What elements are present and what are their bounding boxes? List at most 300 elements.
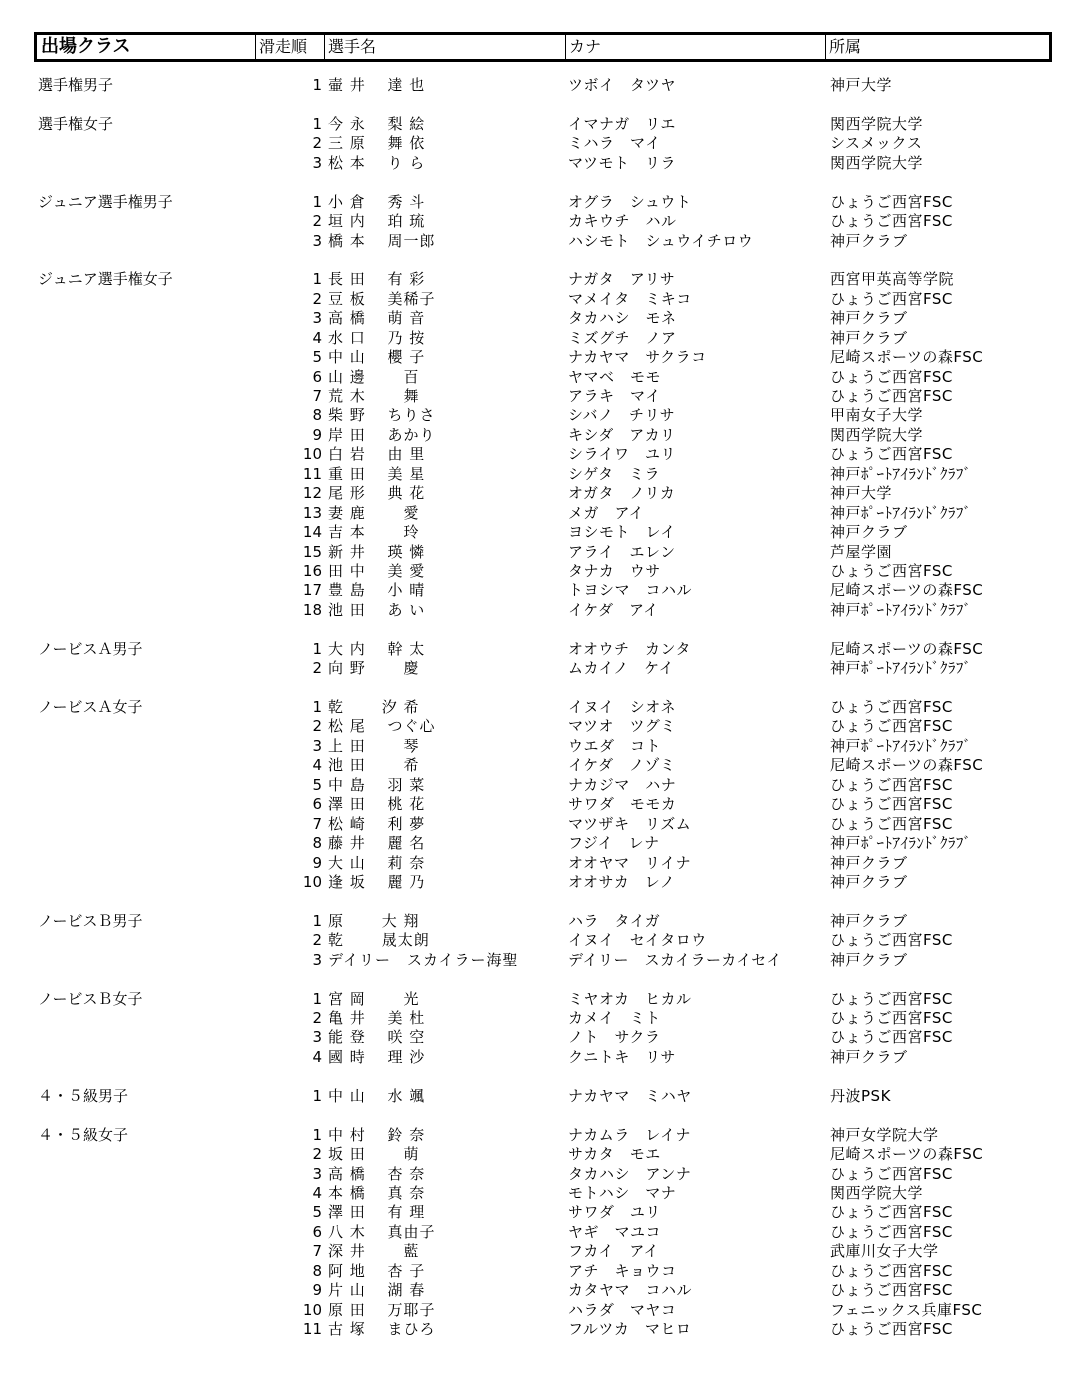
entry-row [0, 1203, 1080, 1222]
skater-kana: イマナガ リエ [568, 114, 676, 133]
skater-name: 小 倉 秀 斗 [328, 192, 426, 211]
skater-affiliation: 関西学院大学 [830, 1183, 924, 1202]
skater-affiliation: ひょうご西宮FSC [830, 775, 953, 794]
skater-name: 國 時 理 沙 [328, 1047, 426, 1066]
skater-name: 柴 野 ちりさ [328, 406, 436, 425]
header-class: 出場クラス [41, 36, 131, 57]
skater-kana: モトハシ マナ [568, 1183, 677, 1202]
skater-kana: ノト サクラ [568, 1028, 661, 1047]
entry-row [0, 154, 1080, 173]
skate-order: 5 [312, 348, 322, 367]
entry-row [0, 640, 1080, 659]
entry-row [0, 601, 1080, 620]
class-label: ノービスＡ男子 [38, 639, 143, 658]
skate-order: 11 [302, 1320, 322, 1338]
skater-name: 今 永 梨 絵 [328, 114, 426, 133]
class-group [0, 76, 1080, 95]
skater-kana: カタヤマ コハル [568, 1281, 693, 1300]
skater-name: 亀 井 美 杜 [328, 1009, 426, 1027]
entry-row [0, 854, 1080, 873]
skater-kana: イケダ ノゾミ [568, 756, 676, 775]
class-label: ４・５級女子 [38, 1125, 129, 1144]
class-label: 選手権女子 [38, 114, 114, 133]
entry-row [0, 504, 1080, 523]
entry-row [0, 1145, 1080, 1164]
entry-row [0, 426, 1080, 445]
skater-name: 垣 内 珀 琉 [328, 212, 426, 231]
entry-row [0, 348, 1080, 367]
skate-order: 4 [312, 756, 322, 775]
skater-affiliation: 神戸クラブ [830, 950, 908, 969]
skate-order: 13 [302, 503, 322, 522]
skate-order: 1 [312, 114, 322, 133]
class-group [0, 640, 1080, 679]
skater-kana: マメイタ ミキコ [568, 289, 692, 308]
entry-row [0, 834, 1080, 853]
skate-order: 8 [312, 834, 322, 853]
skate-order: 11 [302, 464, 322, 483]
skate-order: 7 [312, 387, 322, 405]
skater-kana: サワダ モモカ [568, 795, 677, 814]
skater-affiliation: 甲南女子大学 [830, 406, 924, 425]
skater-affiliation: 神戸ﾎﾟｰﾄｱｲﾗﾝﾄﾞｸﾗﾌﾞ [830, 834, 972, 853]
skate-order: 3 [312, 309, 322, 328]
skater-kana: ミヤオカ ヒカル [568, 989, 692, 1008]
skater-affiliation: 神戸クラブ [830, 328, 908, 347]
skater-kana: カメイ ミト [568, 1009, 661, 1027]
skater-kana: タカハシ モネ [568, 309, 677, 328]
entry-row [0, 368, 1080, 387]
skate-order: 9 [312, 1281, 322, 1300]
skater-kana: フカイ アイ [568, 1242, 660, 1261]
skater-affiliation: ひょうご西宮FSC [830, 192, 953, 211]
entry-row [0, 193, 1080, 212]
entry-row [0, 912, 1080, 931]
skater-name: 中 島 羽 菜 [328, 775, 426, 794]
entry-row [0, 698, 1080, 717]
skater-kana: ナカヤマ サクラコ [568, 348, 707, 367]
class-group [0, 698, 1080, 892]
entry-row [0, 1048, 1080, 1067]
skater-name: 澤 田 桃 花 [328, 795, 426, 814]
skate-order: 5 [312, 775, 322, 794]
class-group [0, 270, 1080, 620]
entry-row [0, 562, 1080, 581]
entry-row [0, 1301, 1080, 1320]
entry-row [0, 795, 1080, 814]
class-group [0, 990, 1080, 1068]
skater-name: 松 本 り ら [328, 153, 426, 172]
skater-kana: デイリー スカイラーカイセイ [568, 950, 782, 969]
entry-row [0, 290, 1080, 309]
skater-affiliation: ひょうご西宮FSC [830, 717, 953, 736]
entry-row [0, 76, 1080, 95]
entry-row [0, 659, 1080, 678]
skate-order: 14 [302, 523, 322, 542]
skater-affiliation: ひょうご西宮FSC [830, 1281, 953, 1300]
header-order: 滑走順 [259, 37, 308, 56]
skate-order: 9 [312, 425, 322, 444]
skate-order: 7 [312, 814, 322, 833]
entry-row [0, 134, 1080, 153]
skater-affiliation: 神戸ﾎﾟｰﾄｱｲﾗﾝﾄﾞｸﾗﾌﾞ [830, 736, 972, 755]
skater-kana: ムカイノ ケイ [568, 659, 675, 678]
skater-name: 古 塚 まひろ [328, 1320, 436, 1338]
skater-kana: イヌイ セイタロウ [568, 931, 707, 950]
skater-name: 重 田 美 星 [328, 464, 426, 483]
skate-order: 8 [312, 1261, 322, 1280]
skater-affiliation: ひょうご西宮FSC [830, 1222, 953, 1241]
skate-order: 7 [312, 1242, 322, 1261]
entry-row [0, 873, 1080, 892]
skater-affiliation: 尼崎スポーツの森FSC [830, 756, 984, 775]
class-label: ジュニア選手権女子 [38, 270, 173, 289]
class-label: ４・５級男子 [38, 1086, 129, 1105]
skater-affiliation: 関西学院大学 [830, 114, 924, 133]
skater-kana: ナガタ アリサ [568, 270, 676, 289]
class-label: ノービスＢ男子 [38, 911, 143, 930]
skate-order: 15 [302, 542, 322, 561]
skater-kana: オガタ ノリカ [568, 484, 676, 503]
skater-name: デイリー スカイラー海聖 [328, 950, 519, 969]
skater-kana: シゲタ ミラ [568, 464, 660, 483]
entry-row [0, 1320, 1080, 1339]
skater-kana: イケダ アイ [568, 600, 659, 619]
column-header-row [34, 32, 1052, 62]
skater-affiliation: 武庫川女子大学 [830, 1242, 939, 1261]
skater-name: 長 田 有 彩 [328, 270, 426, 289]
skate-order: 8 [312, 406, 322, 425]
skater-name: 高 橋 杏 奈 [328, 1164, 426, 1183]
skater-affiliation: 神戸クラブ [830, 309, 908, 328]
skater-name: 豊 島 小 晴 [328, 581, 426, 600]
skate-order: 16 [302, 561, 322, 580]
skater-name: 逢 坂 麗 乃 [328, 872, 426, 891]
entry-row [0, 484, 1080, 503]
skater-name: 荒 木 舞 [328, 387, 420, 405]
skater-name: 高 橋 萌 音 [328, 309, 426, 328]
skater-kana: ハラ タイガ [568, 911, 661, 930]
skater-name: 坂 田 萌 [328, 1145, 420, 1164]
skater-name: 水 口 乃 按 [328, 328, 426, 347]
entry-row [0, 1281, 1080, 1300]
skater-affiliation: ひょうご西宮FSC [830, 1261, 953, 1280]
skate-order: 1 [312, 989, 322, 1008]
entry-row [0, 776, 1080, 795]
skater-kana: アライ エレン [568, 542, 676, 561]
entry-row [0, 406, 1080, 425]
skate-order: 1 [312, 911, 322, 930]
skater-kana: ナカジマ ハナ [568, 775, 677, 794]
skater-affiliation: 神戸クラブ [830, 853, 908, 872]
skater-affiliation: 尼崎スポーツの森FSC [830, 581, 984, 600]
skater-kana: ヤマベ モモ [568, 367, 662, 386]
skate-order: 2 [312, 134, 322, 153]
entry-row [0, 1184, 1080, 1203]
skater-kana: オオサカ レノ [568, 872, 676, 891]
skater-kana: ヤギ マユコ [568, 1222, 662, 1241]
skater-affiliation: 西宮甲英高等学院 [830, 270, 955, 289]
skater-name: 中 村 鈴 奈 [328, 1125, 426, 1144]
skater-kana: オオヤマ リイナ [568, 853, 692, 872]
skater-affiliation: 神戸クラブ [830, 523, 908, 542]
entry-row [0, 465, 1080, 484]
skate-order: 2 [312, 659, 322, 678]
skater-kana: タナカ ウサ [568, 561, 661, 580]
skater-affiliation: 神戸大学 [830, 484, 893, 503]
skater-kana: マツザキ リズム [568, 814, 692, 833]
skater-name: 中 山 櫻 子 [328, 348, 426, 367]
skater-affiliation: ひょうご西宮FSC [830, 989, 953, 1008]
skate-order: 6 [312, 1222, 322, 1241]
entry-row [0, 1223, 1080, 1242]
skater-name: 壷 井 達 也 [328, 76, 426, 94]
skater-kana: ミズグチ ノア [568, 328, 677, 347]
entry-row [0, 737, 1080, 756]
skater-name: 松 尾 つぐ心 [328, 717, 436, 736]
skater-affiliation: 芦屋学園 [830, 542, 893, 561]
skater-kana: キシダ アカリ [568, 425, 676, 444]
skater-affiliation: ひょうご西宮FSC [830, 387, 953, 405]
skater-affiliation: 尼崎スポーツの森FSC [830, 1145, 984, 1164]
skater-kana: フジイ レナ [568, 834, 660, 853]
skater-name: 大 山 莉 奈 [328, 853, 426, 872]
skate-order: 1 [312, 1125, 322, 1144]
class-label: ノービスＡ女子 [38, 698, 143, 716]
skater-affiliation: ひょうご西宮FSC [830, 445, 953, 464]
skater-affiliation: ひょうご西宮FSC [830, 814, 953, 833]
skate-order: 3 [312, 950, 322, 969]
skater-kana: トヨシマ コハル [568, 581, 693, 600]
skater-affiliation: 神戸女学院大学 [830, 1125, 939, 1144]
skater-name: 山 邊 百 [328, 367, 420, 386]
skater-affiliation: ひょうご西宮FSC [830, 561, 953, 580]
entry-row [0, 931, 1080, 950]
entry-row [0, 445, 1080, 464]
skater-kana: ツボイ タツヤ [568, 76, 677, 94]
skater-name: 新 井 瑛 憐 [328, 542, 426, 561]
skater-name: 原 田 万耶子 [328, 1300, 436, 1319]
skate-order: 6 [312, 367, 322, 386]
skater-name: 吉 本 玲 [328, 523, 420, 542]
skater-affiliation: ひょうご西宮FSC [830, 795, 953, 814]
entry-row [0, 309, 1080, 328]
skate-order: 6 [312, 795, 322, 814]
class-label: 選手権男子 [38, 76, 114, 94]
skater-affiliation: ひょうご西宮FSC [830, 289, 953, 308]
skate-order: 12 [302, 484, 322, 503]
skate-order: 9 [312, 853, 322, 872]
entry-row [0, 1165, 1080, 1184]
skater-affiliation: 神戸クラブ [830, 872, 908, 891]
header-divider [255, 35, 256, 59]
skate-order: 10 [302, 872, 322, 891]
entry-row [0, 329, 1080, 348]
entry-row [0, 1126, 1080, 1145]
skater-name: 向 野 慶 [328, 659, 420, 678]
entry-row [0, 1028, 1080, 1047]
skater-name: 阿 地 杏 子 [328, 1261, 426, 1280]
skater-affiliation: ひょうご西宮FSC [830, 931, 953, 950]
entry-row [0, 232, 1080, 251]
class-group [0, 1087, 1080, 1106]
skater-name: 中 山 水 颯 [328, 1086, 426, 1105]
entry-row [0, 756, 1080, 775]
entry-row [0, 1242, 1080, 1261]
class-group [0, 193, 1080, 251]
skater-affiliation: 神戸ﾎﾟｰﾄｱｲﾗﾝﾄﾞｸﾗﾌﾞ [830, 600, 972, 619]
skater-kana: ハシモト シュウイチロウ [568, 231, 754, 250]
skate-order: 2 [312, 1145, 322, 1164]
skater-kana: サワダ ユリ [568, 1203, 661, 1222]
skater-name: 豆 板 美稀子 [328, 289, 436, 308]
header-divider [324, 35, 325, 59]
skater-affiliation: ひょうご西宮FSC [830, 1164, 953, 1183]
skater-name: 白 岩 由 里 [328, 445, 426, 464]
entry-row [0, 815, 1080, 834]
skate-order: 1 [312, 639, 322, 658]
skater-name: 八 木 真由子 [328, 1222, 436, 1241]
skater-name: 上 田 琴 [328, 736, 420, 755]
skater-affiliation: ひょうご西宮FSC [830, 367, 953, 386]
skater-affiliation: シスメックス [830, 134, 923, 153]
skater-name: 岸 田 あかり [328, 425, 436, 444]
skate-order: 2 [312, 1009, 322, 1027]
skater-affiliation: ひょうご西宮FSC [830, 1320, 953, 1338]
entry-row [0, 115, 1080, 134]
entry-row [0, 1262, 1080, 1281]
skater-affiliation: ひょうご西宮FSC [830, 1028, 953, 1047]
skater-affiliation: 神戸クラブ [830, 231, 908, 250]
skater-affiliation: ひょうご西宮FSC [830, 1203, 953, 1222]
skater-name: 妻 鹿 愛 [328, 503, 420, 522]
skater-name: 乾 晟太朗 [328, 931, 430, 950]
entry-list [0, 76, 1080, 1359]
skater-kana: アラキ マイ [568, 387, 661, 405]
header-affiliation: 所属 [829, 37, 862, 56]
skater-name: 田 中 美 愛 [328, 561, 426, 580]
class-group [0, 912, 1080, 970]
skate-order: 18 [302, 600, 322, 619]
skate-order: 10 [302, 445, 322, 464]
skate-order: 17 [302, 581, 322, 600]
skater-kana: ナカヤマ ミハヤ [568, 1086, 692, 1105]
skater-affiliation: フェニックス兵庫FSC [830, 1300, 983, 1319]
skater-affiliation: ひょうご西宮FSC [830, 212, 953, 231]
skater-kana: メガ アイ [568, 503, 645, 522]
skate-order: 1 [312, 270, 322, 289]
entry-row [0, 543, 1080, 562]
skater-name: 藤 井 麗 名 [328, 834, 426, 853]
skater-affiliation: ひょうご西宮FSC [830, 1009, 953, 1027]
skate-order: 2 [312, 289, 322, 308]
skater-affiliation: 関西学院大学 [830, 153, 924, 172]
skater-kana: アチ キョウコ [568, 1261, 677, 1280]
skater-kana: ミハラ マイ [568, 134, 661, 153]
class-group [0, 115, 1080, 173]
skater-kana: シバノ チリサ [568, 406, 676, 425]
skate-order: 2 [312, 717, 322, 736]
entry-row [0, 270, 1080, 289]
skate-order: 4 [312, 1047, 322, 1066]
class-group [0, 1126, 1080, 1340]
skater-kana: イヌイ シオネ [568, 698, 677, 716]
skater-affiliation: 神戸ﾎﾟｰﾄｱｲﾗﾝﾄﾞｸﾗﾌﾞ [830, 464, 972, 483]
skater-name: 大 内 幹 太 [328, 639, 426, 658]
skater-affiliation: 神戸クラブ [830, 911, 908, 930]
class-label: ノービスＢ女子 [38, 989, 143, 1008]
skater-kana: サカタ モエ [568, 1145, 661, 1164]
skater-affiliation: 尼崎スポーツの森FSC [830, 348, 984, 367]
skate-order: 4 [312, 328, 322, 347]
header-divider [565, 35, 566, 59]
skate-order: 2 [312, 931, 322, 950]
skater-affiliation: 神戸ﾎﾟｰﾄｱｲﾗﾝﾄﾞｸﾗﾌﾞ [830, 659, 972, 678]
entry-row [0, 1087, 1080, 1106]
skater-kana: タカハシ アンナ [568, 1164, 692, 1183]
skater-affiliation: 関西学院大学 [830, 425, 924, 444]
skate-order: 1 [312, 698, 322, 716]
skate-order: 1 [312, 192, 322, 211]
skater-name: 池 田 希 [328, 756, 420, 775]
skate-order: 1 [312, 1086, 322, 1105]
skater-affiliation: 神戸ﾎﾟｰﾄｱｲﾗﾝﾄﾞｸﾗﾌﾞ [830, 503, 972, 522]
skate-order: 2 [312, 212, 322, 231]
skater-name: 池 田 あ い [328, 600, 426, 619]
skater-name: 能 登 咲 空 [328, 1028, 426, 1047]
skater-name: 深 井 藍 [328, 1242, 420, 1261]
skater-affiliation: 丹波PSK [830, 1086, 891, 1105]
skate-order: 4 [312, 1183, 322, 1202]
skater-kana: ナカムラ レイナ [568, 1125, 691, 1144]
skate-order: 3 [312, 231, 322, 250]
skater-name: 原 大 翔 [328, 911, 420, 930]
entry-row [0, 212, 1080, 231]
skater-kana: ハラダ マヤコ [568, 1300, 677, 1319]
entry-row [0, 581, 1080, 600]
skater-name: 三 原 舞 依 [328, 134, 426, 153]
skater-kana: マツオ ツグミ [568, 717, 676, 736]
header-name: 選手名 [328, 37, 377, 56]
skater-name: 片 山 湖 春 [328, 1281, 426, 1300]
skate-order: 5 [312, 1203, 322, 1222]
skate-order: 1 [312, 76, 322, 94]
skater-kana: クニトキ リサ [568, 1047, 676, 1066]
skater-kana: シライワ ユリ [568, 445, 677, 464]
entry-row [0, 523, 1080, 542]
header-divider [825, 35, 826, 59]
skater-affiliation: 神戸クラブ [830, 1047, 908, 1066]
skater-kana: オオウチ カンタ [568, 639, 691, 658]
skater-name: 宮 岡 光 [328, 989, 420, 1008]
skate-order: 10 [302, 1300, 322, 1319]
skater-kana: ヨシモト レイ [568, 523, 676, 542]
skater-kana: オグラ シュウト [568, 192, 692, 211]
skater-kana: ウエダ コト [568, 736, 662, 755]
skater-name: 松 崎 利 夢 [328, 814, 426, 833]
entry-row [0, 951, 1080, 970]
skater-name: 澤 田 有 理 [328, 1203, 426, 1222]
skater-kana: カキウチ ハル [568, 212, 677, 231]
skater-affiliation: 神戸大学 [830, 76, 893, 94]
skater-name: 本 橋 真 奈 [328, 1183, 426, 1202]
skater-name: 乾 汐 希 [328, 698, 420, 716]
skater-affiliation: ひょうご西宮FSC [830, 698, 953, 716]
header-kana: カナ [569, 37, 602, 56]
skater-kana: フルツカ マヒロ [568, 1320, 692, 1338]
entry-row [0, 387, 1080, 406]
skate-order: 3 [312, 1164, 322, 1183]
